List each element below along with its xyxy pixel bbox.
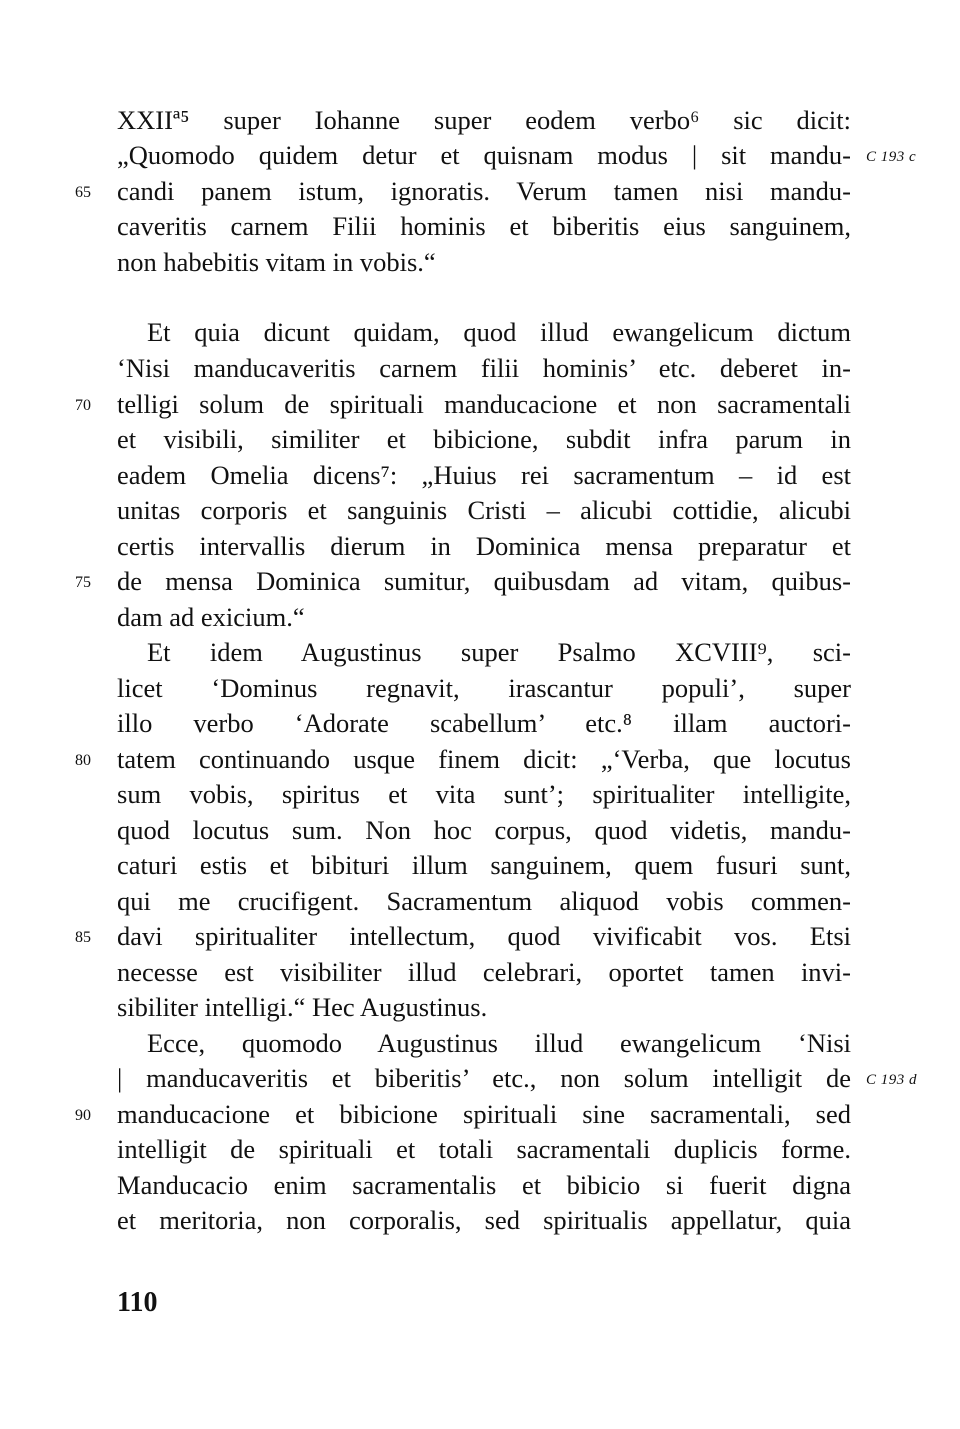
page-number: 110 — [117, 1287, 158, 1318]
text-line: necesse est visibiliter illud celebrari, oportet tamen invi- — [117, 957, 851, 987]
text-line: candi panem istum, ignoratis. Verum tamen nisi mandu- — [117, 176, 851, 206]
text-line: XXIIª⁵ super Iohanne super eodem verbo⁶ sic dicit: — [117, 105, 851, 135]
text-line: illo verbo ‘Adorate scabellum’ etc.⁸ illam auctori- — [117, 708, 851, 738]
line-number: 90 — [75, 1107, 91, 1124]
text-line: dam ad exicium.“ — [117, 602, 305, 632]
text-line: Et idem Augustinus super Psalmo XCVIII⁹, sci- — [147, 637, 851, 667]
text-line: et meritoria, non corporalis, sed spiritualis appellatur, quia — [117, 1205, 851, 1235]
text-line: telligi solum de spirituali manducacione et non sacramentali — [117, 389, 851, 419]
text-line: ‘Nisi manducaveritis carnem filii hominis’ etc. deberet in- — [117, 353, 851, 383]
text-line: caveritis carnem Filii hominis et biberitis eius sanguinem, — [117, 211, 851, 241]
text-line: licet ‘Dominus regnavit, irascantur populi’, super — [117, 673, 851, 703]
text-line: non habebitis vitam in vobis.“ — [117, 247, 436, 277]
text-line: Et quia dicunt quidam, quod illud ewangelicum dictum — [147, 317, 851, 347]
text-line: intelligit de spirituali et totali sacramentali duplicis forme. — [117, 1134, 851, 1164]
text-line: de mensa Dominica sumitur, quibusdam ad vitam, quibus- — [117, 566, 851, 596]
line-number: 80 — [75, 752, 91, 769]
text-line: „Quomodo quidem detur et quisnam modus | sit mandu- — [117, 140, 851, 170]
line-number: 75 — [75, 574, 91, 591]
text-line: caturi estis et bibituri illum sanguinem, quem fusuri sunt, — [117, 850, 851, 880]
text-line: davi spiritualiter intellectum, quod vivificabit vos. Etsi — [117, 921, 851, 951]
text-line: unitas corporis et sanguinis Cristi – alicubi cottidie, alicubi — [117, 495, 851, 525]
text-line: | manducaveritis et biberitis’ etc., non solum intelligit de — [117, 1063, 851, 1093]
text-line: Manducacio enim sacramentalis et bibicio si fuerit digna — [117, 1170, 851, 1200]
margin-reference: C 193 c — [866, 149, 917, 165]
text-line: sum vobis, spiritus et vita sunt’; spiritualiter intelligite, — [117, 779, 851, 809]
text-line: qui me crucifigent. Sacramentum aliquod vobis commen- — [117, 886, 851, 916]
text-line: tatem continuando usque finem dicit: „‘Verba, que locutus — [117, 744, 851, 774]
line-number: 70 — [75, 397, 91, 414]
text-line: quod locutus sum. Non hoc corpus, quod videtis, mandu- — [117, 815, 851, 845]
text-line: manducacione et bibicione spirituali sine sacramentali, sed — [117, 1099, 851, 1129]
text-line: Ecce, quomodo Augustinus illud ewangelicum ‘Nisi — [147, 1028, 851, 1058]
line-number: 65 — [75, 184, 91, 201]
text-line: certis intervallis dierum in Dominica mensa preparatur et — [117, 531, 851, 561]
text-line: et visibili, similiter et bibicione, subdit infra parum in — [117, 424, 851, 454]
text-line: sibiliter intelligi.“ Hec Augustinus. — [117, 992, 488, 1022]
line-number: 85 — [75, 929, 91, 946]
text-line: eadem Omelia dicens⁷: „Huius rei sacramentum – id est — [117, 460, 851, 490]
margin-reference: C 193 d — [866, 1072, 918, 1088]
